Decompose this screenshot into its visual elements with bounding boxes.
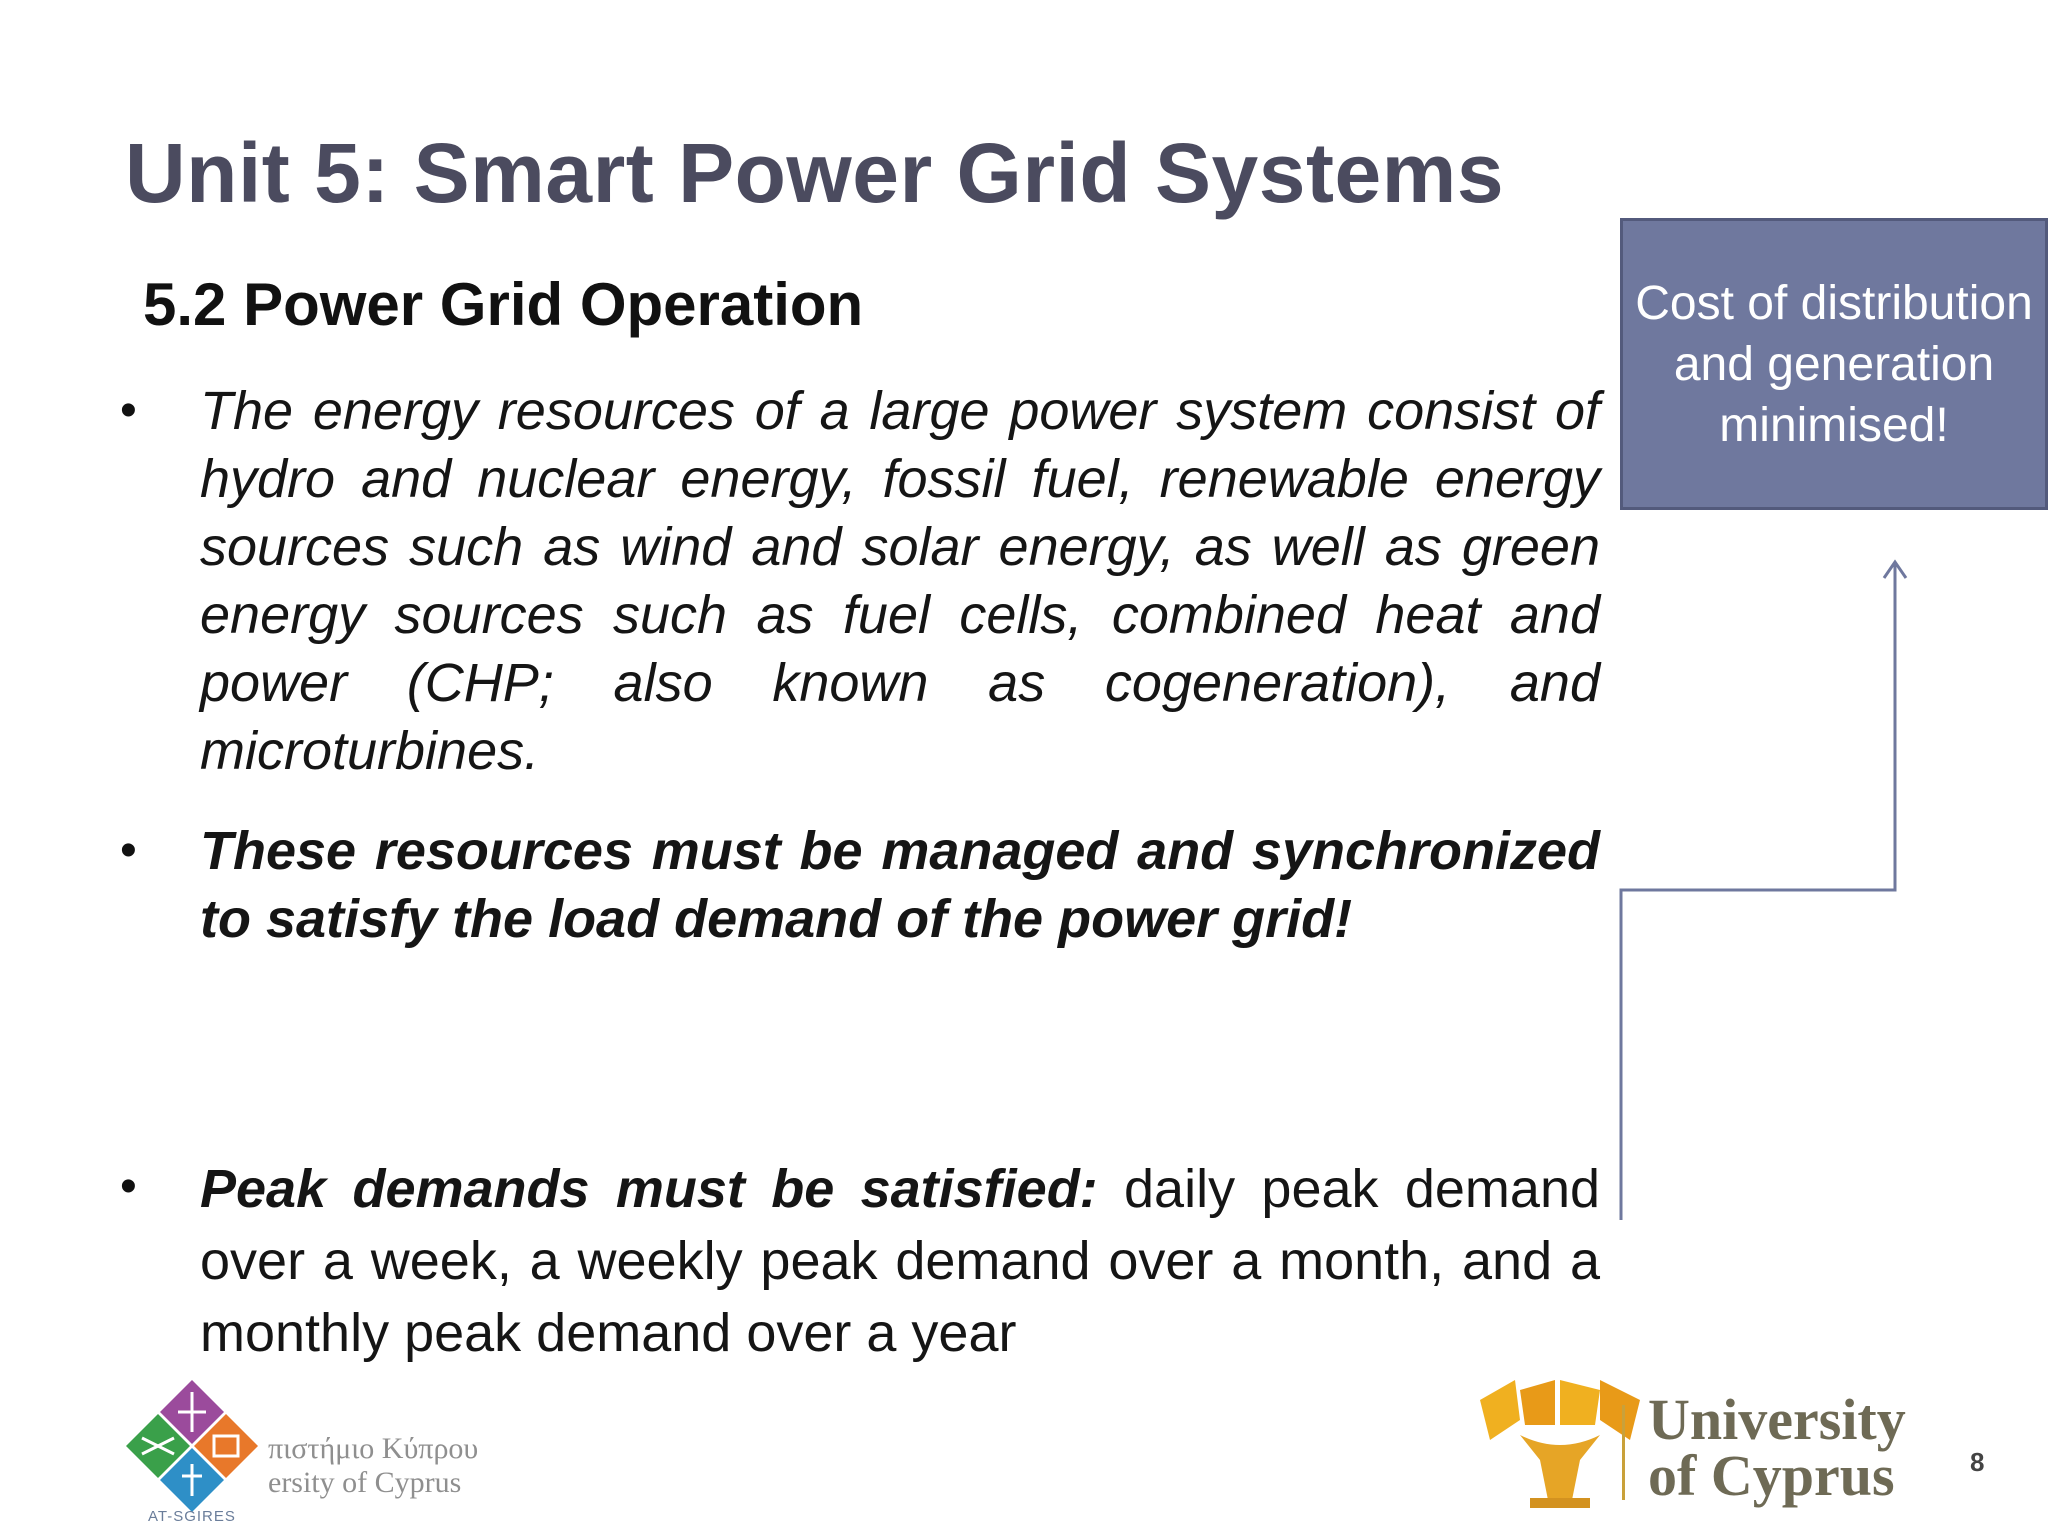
logo-divider <box>1622 1405 1625 1500</box>
left-logo-line2: ersity of Cyprus <box>268 1466 462 1499</box>
connector-line <box>1621 562 1895 1220</box>
page-number: 8 <box>1970 1447 1985 1477</box>
university-name-line1: University <box>1648 1387 1906 1452</box>
bullet-text: These resources must be managed and synchronized to satisfy the load demand of the power grid! <box>200 821 1600 949</box>
university-tree-logo-icon <box>1460 1380 1660 1510</box>
bullet-marker: • <box>120 1160 137 1213</box>
bullet-marker: • <box>120 384 137 437</box>
cost-callout-box: Cost of distribution and generation minimised! <box>1620 218 2048 510</box>
left-logo-tag: AT-SGIRES <box>148 1508 236 1525</box>
bullet-marker: • <box>120 824 137 877</box>
university-name <box>1648 1387 1906 1508</box>
arrow-head-icon <box>1884 562 1906 578</box>
slide-title: Unit 5: Smart Power Grid Systems <box>125 126 1505 220</box>
bullet-text <box>200 1153 1600 1369</box>
left-logo-text <box>268 1432 478 1500</box>
left-logo-line1: πιστήμιο Κύπρου <box>268 1432 479 1465</box>
slide-subtitle: 5.2 Power Grid Operation <box>143 271 864 338</box>
university-name-line2: of Cyprus <box>1648 1443 1895 1508</box>
bullet-body-text: daily peak demand over a week, a weekly peak demand over a month, and a monthly peak demand over a year <box>200 1159 1601 1363</box>
bullet-text: The energy resources of a large power system consist of hydro and nuclear energy, fossil fuel, renewable energy sources such as wind and solar energy, as well as green energy sources such as fuel cells, combined heat and power (CHP; also known as cogeneration), and microturbines. <box>200 381 1600 781</box>
bullet-lead-text: Peak demands must be satisfied: <box>200 1159 1098 1219</box>
